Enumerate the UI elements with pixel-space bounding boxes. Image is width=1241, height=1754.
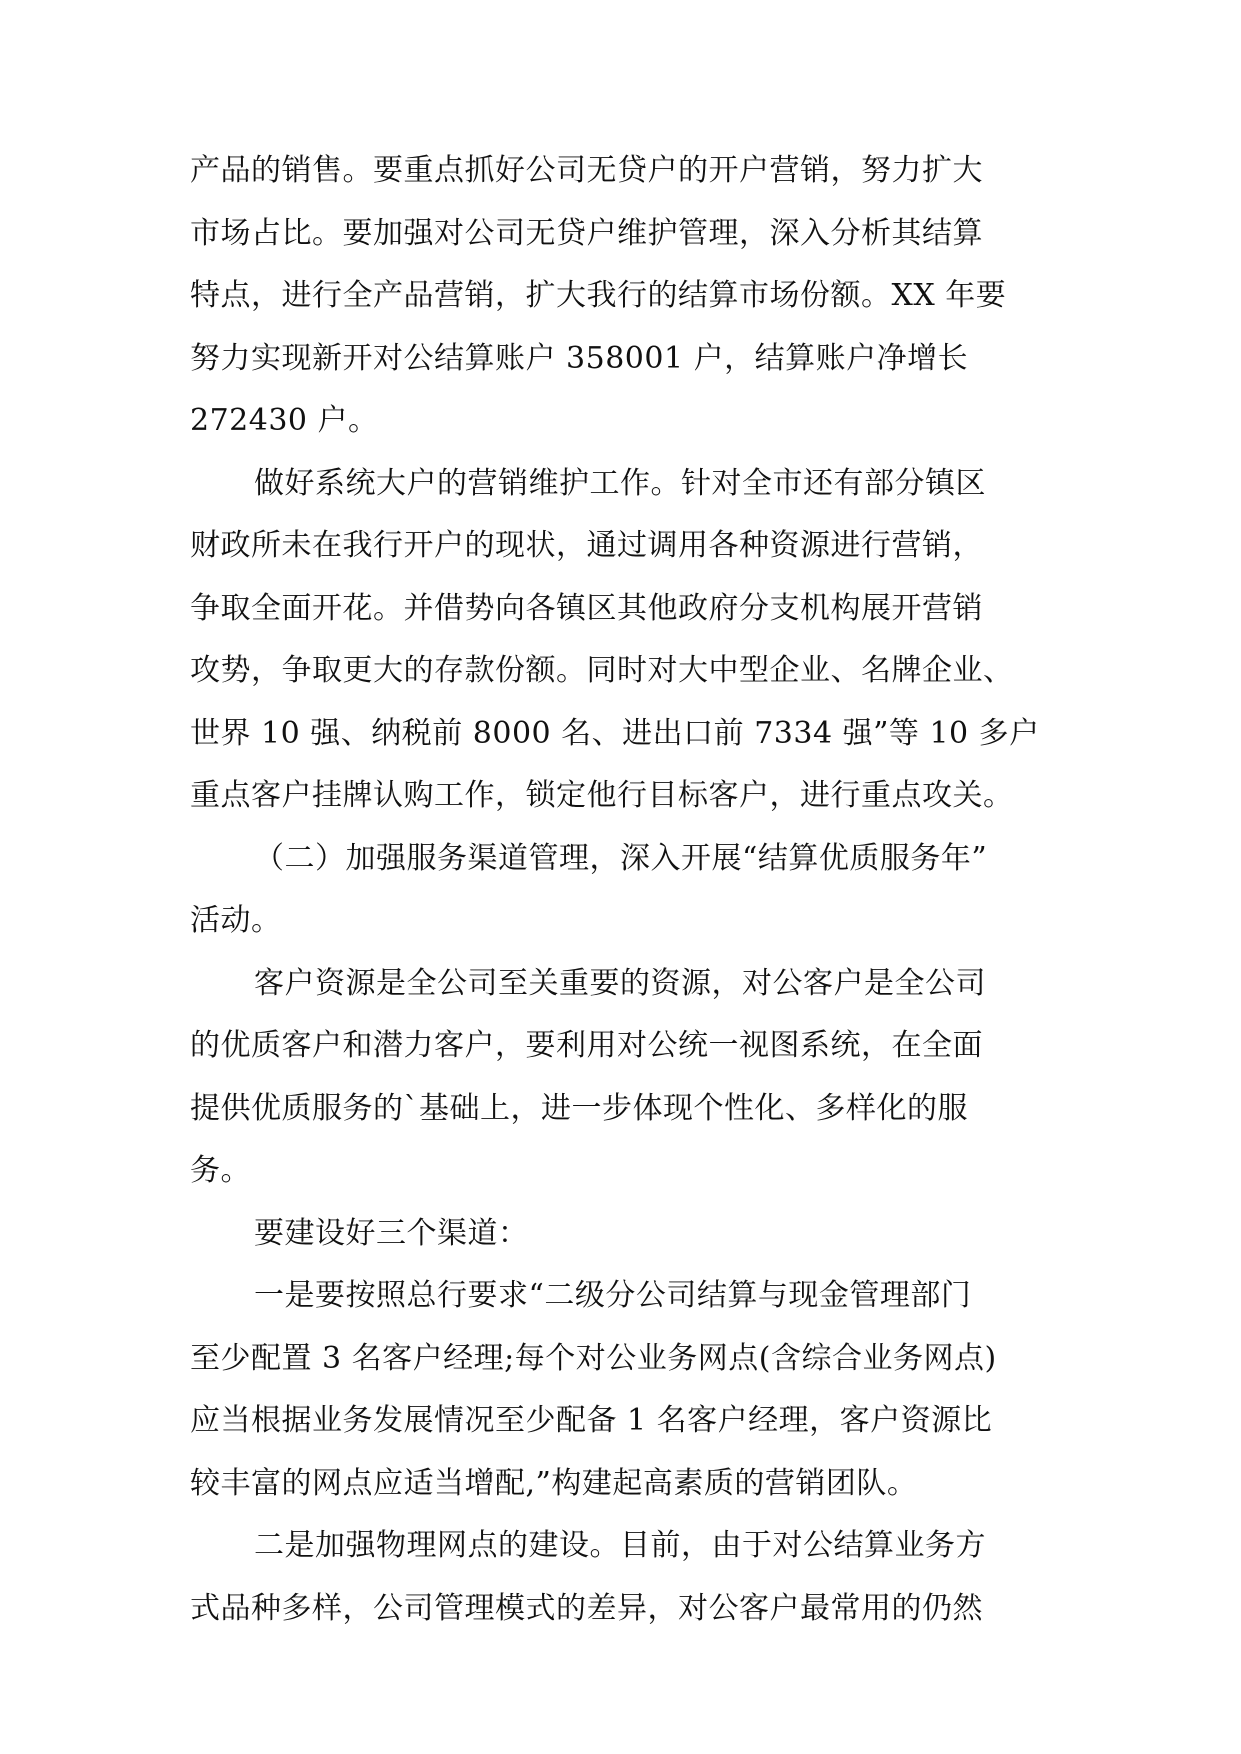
text-line: 财政所未在我行开户的现状，通过调用各种资源进行营销， (190, 528, 983, 563)
text-line: 重点客户挂牌认购工作，锁定他行目标客户，进行重点攻关。 (190, 778, 1014, 813)
paragraph-start-line: 一是要按照总行要求“二级分公司结算与现金管理部门 (254, 1278, 972, 1313)
text-line: 努力实现新开对公结算账户 358001 户，结算账户净增长 (190, 340, 969, 376)
text-line: 应当根据业务发展情况至少配备 1 名客户经理，客户资源比 (190, 1403, 993, 1438)
text-line: 务。 (190, 1153, 251, 1188)
paragraph-start-line: 二是加强物理网点的建设。目前，由于对公结算业务方 (254, 1528, 986, 1563)
section-heading-line: （二）加强服务渠道管理，深入开展“结算优质服务年” (254, 840, 988, 876)
paragraph-start-line: 要建设好三个渠道： (254, 1215, 529, 1251)
text-line: 至少配置 3 名客户经理;每个对公业务网点(含综合业务网点) (190, 1340, 997, 1376)
text-line: 攻势，争取更大的存款份额。同时对大中型企业、名牌企业、 (190, 653, 1014, 688)
text-line: 产品的销售。要重点抓好公司无贷户的开户营销，努力扩大 (190, 153, 983, 188)
paragraph-start-line: 客户资源是全公司至关重要的资源，对公客户是全公司 (254, 965, 986, 1001)
text-line: 争取全面开花。并借势向各镇区其他政府分支机构展开营销 (190, 590, 983, 626)
text-line: 市场占比。要加强对公司无贷户维护管理，深入分析其结算 (190, 215, 983, 251)
paragraph-start-line: 做好系统大户的营销维护工作。针对全市还有部分镇区 (254, 465, 986, 501)
body-text (190, 140, 1090, 1640)
text-line: 特点，进行全产品营销，扩大我行的结算市场份额。XX 年要 (190, 278, 1007, 313)
text-line: 较丰富的网点应适当增配,”构建起高素质的营销团队。 (190, 1465, 918, 1501)
text-line: 的优质客户和潜力客户，要利用对公统一视图系统，在全面 (190, 1028, 983, 1063)
text-line: 世界 10 强、纳税前 8000 名、进出口前 7334 强”等 10 多户 (190, 715, 1040, 751)
text-line: 式品种多样，公司管理模式的差异，对公客户最常用的仍然 (190, 1590, 983, 1626)
text-line: 提供优质服务的`基础上，进一步体现个性化、多样化的服 (190, 1090, 968, 1126)
text-line: 272430 户。 (190, 403, 379, 438)
text-line: 活动。 (190, 903, 282, 938)
